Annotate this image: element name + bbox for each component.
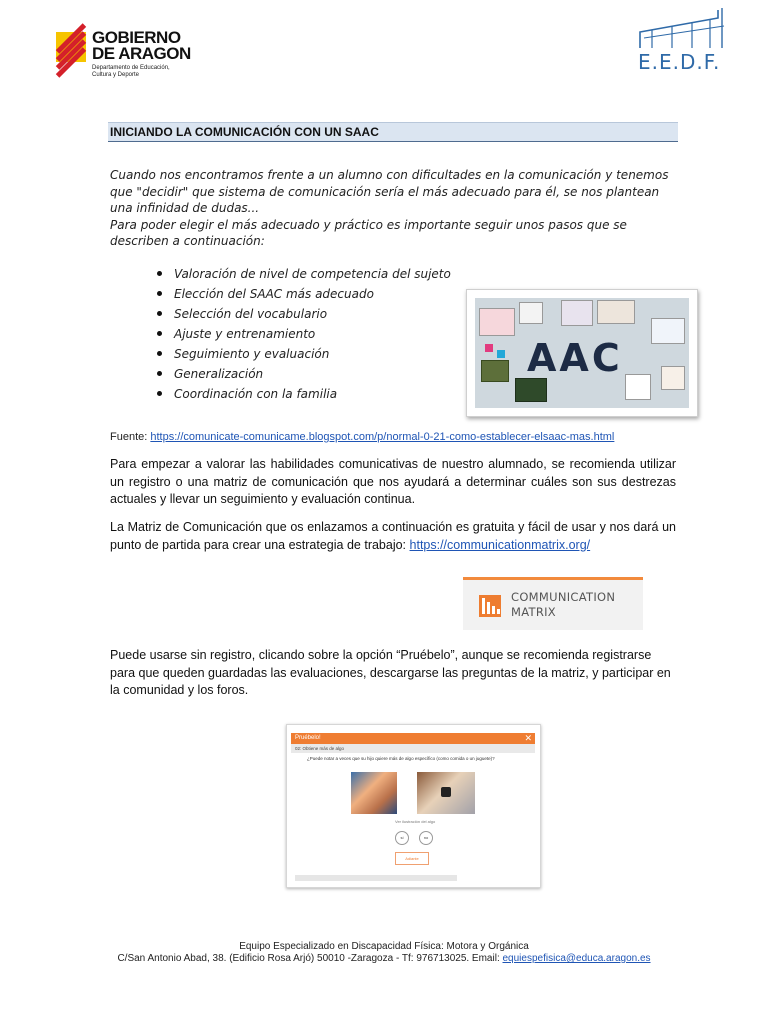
symbol-card [519,302,543,324]
footer-address [0,953,768,964]
video-thumbnail[interactable] [417,772,475,814]
list-item: Seguimiento y evaluación [156,344,456,364]
child-photo [351,772,397,814]
communication-matrix-link[interactable]: https://communicationmatrix.org/ [409,537,591,552]
symbol-card [661,366,685,390]
no-option[interactable]: no [419,831,433,845]
pruebelo-title: Pruébelo! [295,735,321,741]
pruebelo-subtitle: 02: Obtiene más de algo [291,744,535,753]
eedf-building-icon [632,8,732,52]
pruebelo-caption: Ver ilustración del algo [395,819,436,824]
source-label: Fuente: [110,431,151,443]
footer-address-text: C/San Antonio Abad, 38. (Edificio Rosa Arjó) 50010 -Zaragoza - Tf: 976713025. Email: [117,953,503,964]
aac-word: AAC [527,336,623,380]
bullet-icon [157,391,162,396]
list-item: Generalización [156,364,456,384]
section-heading: INICIANDO LA COMUNICACIÓN CON UN SAAC [108,122,678,142]
list-item: Coordinación con la familia [156,384,456,404]
bullet-icon [157,291,162,296]
eedf-logo [632,8,732,78]
game-piece [497,350,505,358]
paragraph-registro-opcion: Puede usarse sin registro, clicando sobre la opción “Pruébelo”, aunque se recomienda registrarse para que queden guardadas las evaluaciones, descargarse las preguntas de la matriz, y participar en la comunidad y los foros. [110,648,671,697]
source-line [110,431,614,443]
aragon-title: GOBIERNO DE ARAGON [92,28,191,63]
pruebelo-screenshot [286,724,541,888]
pruebelo-titlebar [291,733,535,744]
intro-paragraph-1: Cuando nos encontramos frente a un alumno con dificultades en la comunicación y tenemos que "decidir" que sistema de comunicación sería el más adecuado para él, se nos plantean una infinidad de dudas... [110,168,669,215]
footer-email-link[interactable]: equiespefisica@educa.aragon.es [502,953,651,964]
matrix-logo-icon [479,595,501,617]
yes-option[interactable]: sí [395,831,409,845]
source-link[interactable]: https://comunicate-comunicame.blogspot.com/p/normal-0-21-como-establecer-elsaac-mas.html [150,431,615,443]
intro-paragraph-2: Para poder elegir el más adecuado y práctico es importante seguir unos pasos que se describen a continuación: [110,217,627,248]
aragon-flag-icon [56,32,86,62]
communication-matrix-logo-text: COMMUNICATION MATRIX [511,590,616,619]
close-icon[interactable]: ✕ [524,733,532,743]
symbol-board-card [597,300,635,324]
next-button[interactable]: Adiante [395,852,429,865]
bullet-icon [157,271,162,276]
pruebelo-question: ¿Puede notar a veces que su hijo quiere más de algo específico (como comida o un juguete)? [307,756,495,761]
symbol-board-card [561,300,593,326]
device-card [481,360,509,382]
symbol-card [625,374,651,400]
paragraph-matriz-text: La Matriz de Comunicación que os enlazamos a continuación es gratuita y fácil de usar y nos dará un punto de partida para crear una estrategia de trabajo: [110,520,676,552]
play-icon[interactable] [441,787,451,797]
pruebelo-footer-bar [295,875,457,881]
list-item: Elección del SAAC más adecuado [156,284,456,304]
bullet-icon [157,311,162,316]
eedf-logo-text: E.E.D.F. [638,50,721,74]
paragraph-matriz [110,519,676,554]
list-item: Selección del vocabulario [156,304,456,324]
symbol-card [651,318,685,344]
aac-image [466,289,698,417]
game-piece [485,344,493,352]
bullet-icon [157,351,162,356]
gobierno-aragon-logo [56,30,206,86]
paragraph-registro: Para empezar a valorar las habilidades comunicativas de nuestro alumnado, se recomienda utilizar un registro o una matriz de comunicación que nos ayudará a determinar cuáles son sus destrezas actuales y llevar un seguimiento y evaluación continua. [110,457,676,506]
intro-text [110,167,676,250]
aac-illustration [475,298,689,408]
list-item: Ajuste y entrenamiento [156,324,456,344]
aragon-department: Departamento de Educación, Cultura y Deporte [92,65,170,78]
symbol-board-card [479,308,515,336]
device-card [515,378,547,402]
steps-list [156,264,456,404]
list-item: Valoración de nivel de competencia del sujeto [156,264,456,284]
communication-matrix-banner[interactable] [463,577,643,630]
bullet-icon [157,371,162,376]
bullet-icon [157,331,162,336]
footer-team: Equipo Especializado en Discapacidad Física: Motora y Orgánica [239,941,529,952]
